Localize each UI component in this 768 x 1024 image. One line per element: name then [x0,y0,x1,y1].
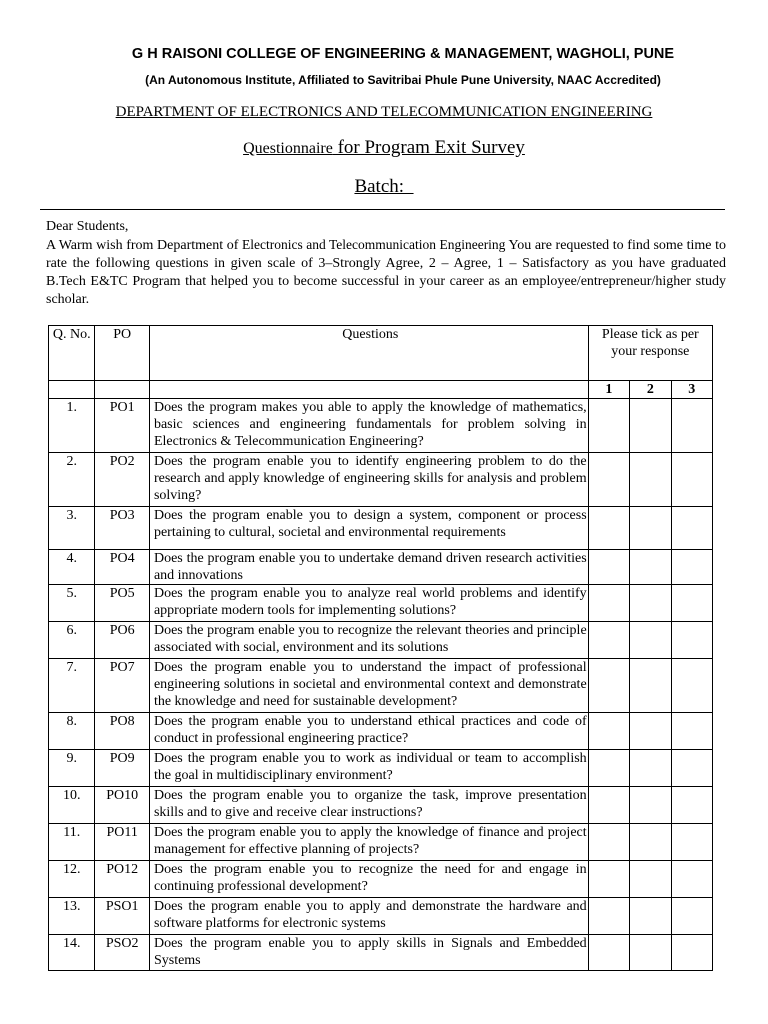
po-code: PO1 [95,399,150,453]
tick-cell-1[interactable] [588,453,629,507]
intro-department: Electronics and Telecommunication Engineering [242,237,506,252]
question-number: 7. [49,659,95,713]
tick-cell-2[interactable] [630,713,671,750]
intro-pre: A Warm wish from Department of [46,238,243,253]
blank-cell [49,381,95,399]
table-row [49,935,713,971]
tick-cell-1[interactable] [588,713,629,750]
po-code: PO4 [95,550,150,585]
col-header-response: Please tick as per your response [588,326,712,381]
question-text: Does the program enable you to apply skills in Signals and Embedded Systems [149,935,588,971]
po-code: PO3 [95,507,150,550]
blank-cell [95,381,150,399]
po-code: PO10 [95,787,150,824]
table-row [49,659,713,713]
tick-cell-2[interactable] [630,399,671,453]
tick-cell-1[interactable] [588,550,629,585]
tick-cell-2[interactable] [630,787,671,824]
po-code: PO7 [95,659,150,713]
affiliation-line: (An Autonomous Institute, Affiliated to Savitribai Phule Pune University, NAAC Accredited) [145,73,661,87]
intro-paragraph [46,236,726,309]
survey-title [0,137,768,159]
question-text: Does the program enable you to apply and demonstrate the hardware and software platforms for electronic systems [149,898,588,935]
question-text: Does the program enable you to identify engineering problem to do the research and apply knowledge of engineering skills for analysis and problem solving? [149,453,588,507]
tick-cell-3[interactable] [671,861,712,898]
tick-cell-2[interactable] [630,585,671,622]
po-code: PO2 [95,453,150,507]
question-number: 5. [49,585,95,622]
question-text: Does the program enable you to work as individual or team to accomplish the goal in multidisciplinary environment? [149,750,588,787]
table-row [49,713,713,750]
tick-cell-3[interactable] [671,713,712,750]
tick-cell-2[interactable] [630,898,671,935]
po-code: PSO1 [95,898,150,935]
tick-cell-3[interactable] [671,898,712,935]
tick-cell-3[interactable] [671,507,712,550]
table-row [49,585,713,622]
tick-cell-1[interactable] [588,861,629,898]
col-header-qno: Q. No. [49,326,95,381]
question-number: 10. [49,787,95,824]
table-row [49,861,713,898]
survey-title-rest: for Program Exit Survey [332,137,525,158]
table-row [49,507,713,550]
tick-cell-3[interactable] [671,622,712,659]
tick-cell-3[interactable] [671,585,712,622]
tick-cell-1[interactable] [588,898,629,935]
question-text: Does the program enable you to apply the knowledge of finance and project management for effective planning of projects? [149,824,588,861]
question-text: Does the program enable you to recognize the relevant theories and principle associated with social, environment and its solutions [149,622,588,659]
po-code: PO5 [95,585,150,622]
po-code: PO8 [95,713,150,750]
department-heading: DEPARTMENT OF ELECTRONICS AND TELECOMMUNICATION ENGINEERING [115,104,653,120]
tick-cell-2[interactable] [630,550,671,585]
question-text: Does the program makes you able to apply the knowledge of mathematics, basic sciences and engineering fundamentals for problem solving in Electronics & Telecommunication Engineering? [149,399,588,453]
question-number: 11. [49,824,95,861]
question-text: Does the program enable you to analyze real world problems and identify appropriate modern tools for implementing solutions? [149,585,588,622]
question-number: 2. [49,453,95,507]
question-number: 13. [49,898,95,935]
question-number: 4. [49,550,95,585]
tick-cell-1[interactable] [588,935,629,971]
tick-cell-2[interactable] [630,659,671,713]
tick-cell-1[interactable] [588,824,629,861]
tick-cell-1[interactable] [588,659,629,713]
table-row [49,787,713,824]
tick-cell-2[interactable] [630,507,671,550]
table-row [49,898,713,935]
question-number: 12. [49,861,95,898]
survey-title-word: Questionnaire [243,140,333,157]
blank-cell [149,381,588,399]
college-name: G H RAISONI COLLEGE OF ENGINEERING & MANAGEMENT, WAGHOLI, PUNE [131,46,675,62]
tick-cell-3[interactable] [671,824,712,861]
po-code: PO11 [95,824,150,861]
question-number: 9. [49,750,95,787]
question-number: 3. [49,507,95,550]
tick-cell-2[interactable] [630,824,671,861]
question-text: Does the program enable you to undertake demand driven research activities and innovations [149,550,588,585]
tick-cell-2[interactable] [630,861,671,898]
po-code: PSO2 [95,935,150,971]
question-text: Does the program enable you to design a system, component or process pertaining to cultural, societal and environmental requirements [149,507,588,550]
tick-cell-2[interactable] [630,622,671,659]
tick-cell-1[interactable] [588,622,629,659]
table-row [49,399,713,453]
col-header-questions: Questions [149,326,588,381]
tick-cell-2[interactable] [630,935,671,971]
header-divider [40,209,725,210]
table-header-row [49,326,713,381]
tick-cell-3[interactable] [671,935,712,971]
tick-cell-3[interactable] [671,750,712,787]
table-body [49,399,713,971]
tick-cell-1[interactable] [588,399,629,453]
batch-label: Batch: [354,176,414,197]
rating-level-1: 1 [588,381,629,399]
po-code: PO9 [95,750,150,787]
table-row [49,750,713,787]
question-text: Does the program enable you to understand the impact of professional engineering solutions in societal and environmental context and demonstrate the knowledge and need for sustainable development? [149,659,588,713]
question-number: 1. [49,399,95,453]
question-text: Does the program enable you to recognize the need for and engage in continuing professional development? [149,861,588,898]
intro-post: You are requested to find some time to rate the following questions in given scale of 3–Strongly Agree, 2 – Agree, 1 – Satisfactory as you have graduated B.Tech E&TC Program that helped you to become successful in your career as an employee/entrepreneur/higher study scholar. [46,238,726,307]
po-code: PO12 [95,861,150,898]
tick-cell-2[interactable] [630,453,671,507]
table-row [49,453,713,507]
question-number: 8. [49,713,95,750]
tick-cell-2[interactable] [630,750,671,787]
tick-cell-3[interactable] [671,787,712,824]
rating-level-2: 2 [630,381,671,399]
table-row [49,824,713,861]
tick-cell-3[interactable] [671,659,712,713]
tick-cell-3[interactable] [671,550,712,585]
tick-cell-1[interactable] [588,585,629,622]
tick-cell-1[interactable] [588,750,629,787]
question-text: Does the program enable you to organize the task, improve presentation skills and to give and receive clear instructions? [149,787,588,824]
tick-cell-1[interactable] [588,507,629,550]
question-number: 14. [49,935,95,971]
rating-scale-row [49,381,713,399]
table-row [49,622,713,659]
question-text: Does the program enable you to understand ethical practices and code of conduct in professional engineering practice? [149,713,588,750]
tick-cell-3[interactable] [671,399,712,453]
question-number: 6. [49,622,95,659]
survey-table [48,325,713,971]
po-code: PO6 [95,622,150,659]
tick-cell-1[interactable] [588,787,629,824]
rating-level-3: 3 [671,381,712,399]
greeting: Dear Students, [46,219,129,234]
col-header-po: PO [95,326,150,381]
tick-cell-3[interactable] [671,453,712,507]
table-row [49,550,713,585]
